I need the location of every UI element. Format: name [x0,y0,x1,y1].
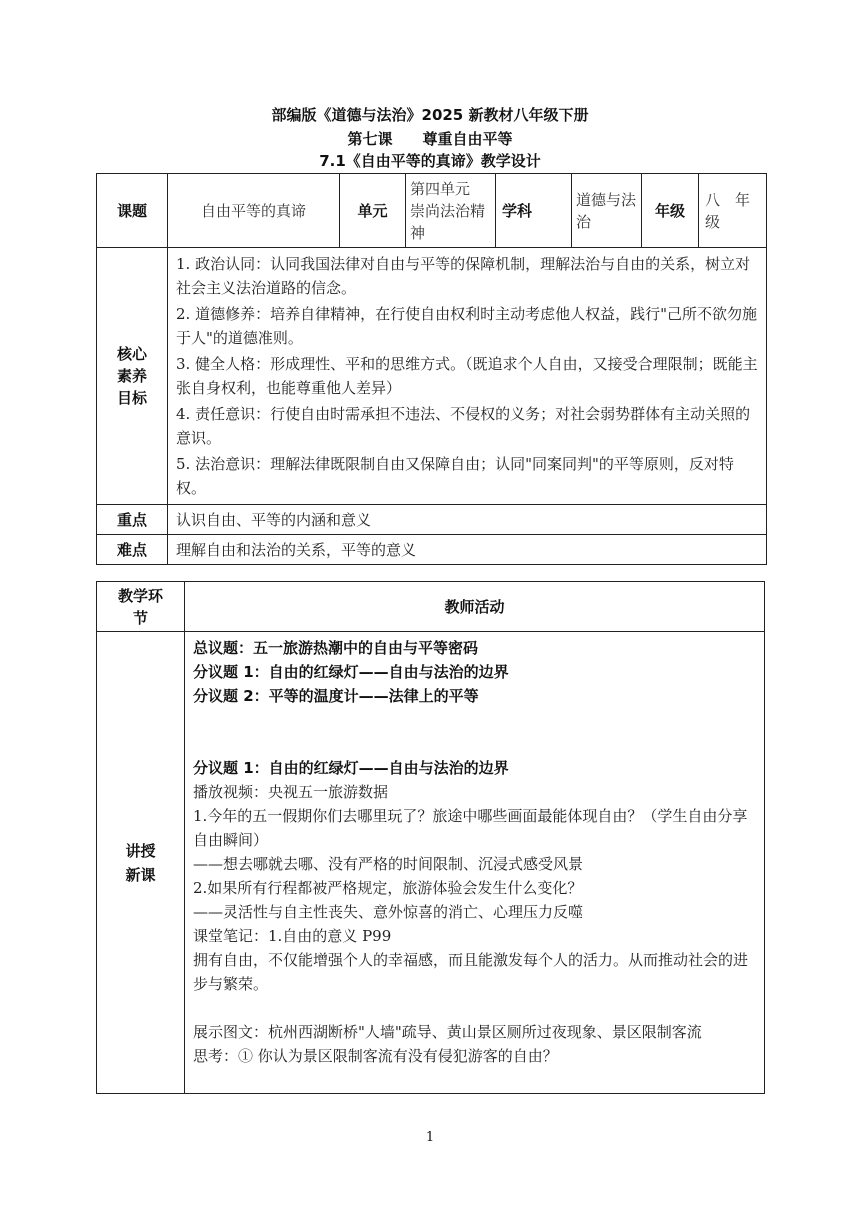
section-heading: 分议题 1：自由的红绿灯——自由与法治的边界 [193,759,509,777]
subject-value: 道德与法治 [572,174,642,248]
course-label: 课题 [97,174,168,248]
activity-line: ——想去哪就去哪、没有严格的时间限制、沉浸式感受风景 [193,855,584,873]
main-topic: 总议题：五一旅游热潮中的自由与平等密码 [193,639,479,657]
grade-label: 年级 [642,174,699,248]
info-table [96,173,767,565]
activity-line: 1.今年的五一假期你们去哪里玩了？旅途中哪些画面最能体现自由？（学生自由分享自由瞬间） [193,807,748,849]
document-title: 部编版《道德与法治》2025 新教材八年级下册 [271,106,589,124]
goal-item: 3. 健全人格：形成理性、平和的思维方式。（既追求个人自由，又接受合理限制；既能主张自身权利，也能尊重他人差异） [176,355,758,397]
activity-table [96,581,765,1094]
goal-item: 5. 法治意识：理解法律既限制自由又保障自由；认同"同案同判"的平等原则，反对特权。 [176,455,734,497]
activity-line: ——灵活性与自主性丧失、意外惊喜的消亡、心理压力反噬 [193,903,584,921]
lesson-title: 第七课 尊重自由平等 [347,130,513,148]
design-title: 7.1《自由平等的真谛》教学设计 [319,152,541,170]
grade-value: 八 年级 [699,174,767,248]
activity-line: 展示图文：杭州西湖断桥"人墙"疏导、黄山景区厕所过夜现象、景区限制客流 [193,1023,702,1041]
sub-topic-1: 分议题 1：自由的红绿灯——自由与法治的边界 [193,663,509,681]
activity-line: 课堂笔记：1.自由的意义 P99 [193,927,392,945]
goals-cell [168,248,767,505]
difficulty-value: 理解自由和法治的关系，平等的意义 [168,535,767,565]
sub-topic-2: 分议题 2：平等的温度计——法律上的平等 [193,687,479,705]
key-point-value: 认识自由、平等的内涵和意义 [168,505,767,535]
teacher-activity-cell [185,632,765,1094]
activity-line: 拥有自由，不仅能增强个人的幸福感，而且能激发每个人的活力。从而推动社会的进步与繁荣。 [193,951,749,993]
activity-line: 播放视频：央视五一旅游数据 [193,783,389,801]
page-number: 1 [425,1130,435,1145]
goal-item: 4. 责任意识：行使自由时需承担不违法、不侵权的义务；对社会弱势群体有主动关照的意识。 [176,405,751,447]
teacher-activity-header: 教师活动 [185,582,765,632]
difficulty-label: 难点 [97,535,168,565]
unit-value: 第四单元 崇尚法治精神 [406,174,496,248]
subject-label: 学科 [496,174,572,248]
activity-line: 2.如果所有行程都被严格规定，旅游体验会发生什么变化？ [193,879,583,897]
stage-header: 教学环节 [97,582,185,632]
goal-item: 1. 政治认同：认同我国法律对自由与平等的保障机制，理解法治与自由的关系，树立对社会主义法治道路的信念。 [176,255,751,297]
unit-label: 单元 [340,174,406,248]
stage-label: 讲授新课 [97,632,185,1094]
key-point-label: 重点 [97,505,168,535]
activity-line: 思考：① 你认为景区限制客流有没有侵犯游客的自由？ [193,1047,558,1065]
goals-label: 核心素养目标 [97,248,168,505]
goal-item: 2. 道德修养：培养自律精神，在行使自由权利时主动考虑他人权益，践行"己所不欲勿施于人"的道德准则。 [176,305,757,347]
course-value: 自由平等的真谛 [168,174,340,248]
